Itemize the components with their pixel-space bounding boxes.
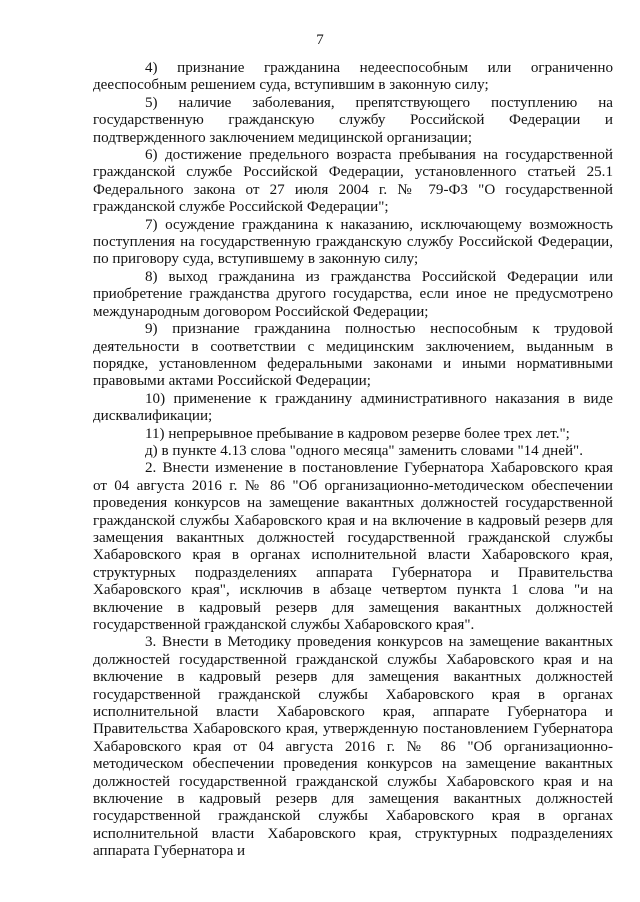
paragraph-item-11: 11) непрерывное пребывание в кадровом резерве более трех лет.";: [145, 425, 570, 442]
paragraph-item-4: 4) признание гражданина недееспособным или ограниченно дееспособным решением суда, вступившим в законную силу;: [93, 60, 613, 94]
page-number: 7: [316, 32, 324, 48]
paragraph-item-8: 8) выход гражданина из гражданства Российской Федерации или приобретение гражданства другого государства, если иное не предусмотрено международным договором Российской Федерации;: [93, 268, 613, 320]
paragraph-item-7: 7) осуждение гражданина к наказанию, исключающему возможность поступления на государственную гражданскую службу Российской Федерации, по приговору суда, вступившему в законную силу;: [93, 216, 613, 268]
paragraph-section-2: 2. Внести изменение в постановление Губернатора Хабаровского края от 04 августа 2016 г. № 86 "Об организационно-методическом обеспечении проведения конкурсов на замещение вакантных должностей государственной гражданской службы Хабаровского края и на включение в кадровый резерв для замещения вакантных должностей государственной гражданской службы Хабаровского края в органах исполнительной власти Хабаровского края, структурных подразделениях аппарата Губернатора и Правительства Хабаровского края", исключив в абзаце четвертом пункта 1 слова "и на включение в кадровый резерв для замещения вакантных должностей государственной гражданской службы Хабаровского края".: [93, 460, 613, 633]
paragraph-item-9: 9) признание гражданина полностью неспособным к трудовой деятельности в соответствии с медицинским заключением, выданным в порядке, установленном федеральными законами и иными нормативными правовыми актами Российской Федерации;: [93, 321, 613, 390]
paragraph-subitem-d: д) в пункте 4.13 слова "одного месяца" заменить словами "14 дней".: [145, 442, 583, 459]
paragraph-item-10: 10) применение к гражданину административного наказания в виде дисквалификации;: [93, 390, 613, 425]
paragraph-item-6: 6) достижение предельного возраста пребывания на государственной гражданской службе Российской Федерации, установленного статьей 25.1 Федерального закона от 27 июля 2004 г. № 79-ФЗ "О государственной гражданской службе Российской Федерации";: [93, 147, 613, 216]
document-body: [93, 60, 613, 861]
paragraph-section-3: 3. Внести в Методику проведения конкурсов на замещение вакантных должностей государственной гражданской службы Хабаровского края и на включение в кадровый резерв для замещения вакантных должностей государственной гражданской службы Хабаровского края в органах исполнительной власти Хабаровского края, аппарате Губернатора и Правительства Хабаровского края, утвержденную постановлением Губернатора Хабаровского края от 04 августа 2016 г. № 86 "Об организационно-методическом обеспечении проведения конкурсов на замещение вакантных должностей государственной гражданской службы Хабаровского края и на включение в кадровый резерв для замещения вакантных должностей государственной гражданской службы Хабаровского края в органах исполнительной власти Хабаровского края, структурных подразделениях аппарата Губернатора и: [93, 634, 613, 860]
paragraph-item-5: 5) наличие заболевания, препятствующего поступлению на государственную гражданскую службу Российской Федерации и подтвержденного заключением медицинской организации;: [93, 94, 613, 146]
